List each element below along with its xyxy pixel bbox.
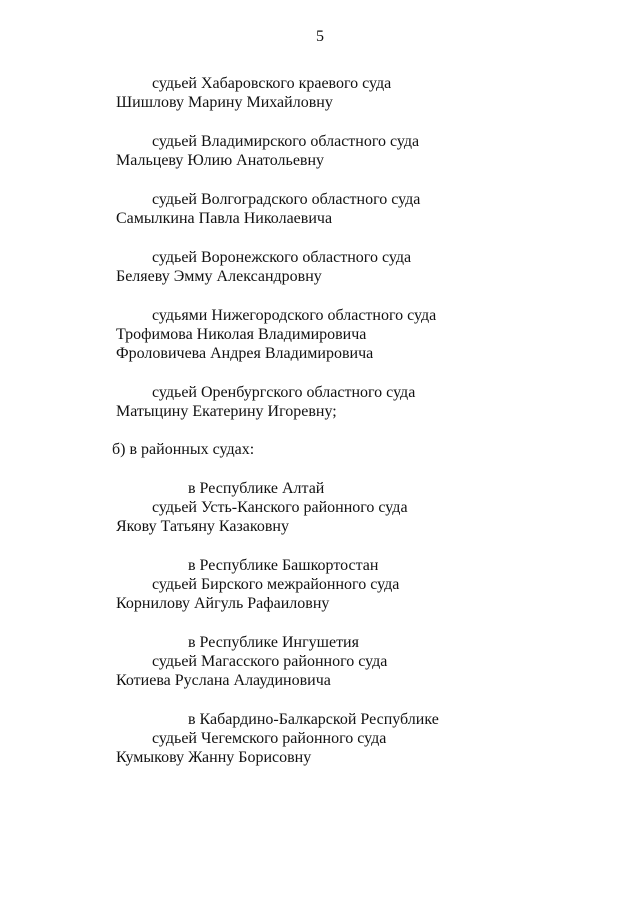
court-line: судьей Воронежского областного суда xyxy=(152,249,412,266)
region-line: в Кабардино-Балкарской Республике xyxy=(188,711,439,728)
judge-name: Самылкина Павла Николаевича xyxy=(116,210,333,227)
judge-name: Мальцеву Юлию Анатольевну xyxy=(116,152,325,169)
court-line: судьей Бирского межрайонного суда xyxy=(152,576,400,593)
court-line: судьей Волгоградского областного суда xyxy=(152,191,421,208)
region-line: в Республике Ингушетия xyxy=(188,634,359,651)
court-line: судьей Усть-Канского районного суда xyxy=(152,499,408,516)
judge-name: Трофимова Николая Владимировича xyxy=(116,326,367,343)
court-line: судьями Нижегородского областного суда xyxy=(152,307,437,324)
judge-name: Матыцину Екатерину Игоревну; xyxy=(116,403,337,420)
judge-name: Беляеву Эмму Александровну xyxy=(116,268,322,285)
judge-name: Корнилову Айгуль Рафаиловну xyxy=(116,595,330,612)
court-line: судьей Хабаровского краевого суда xyxy=(152,75,392,92)
court-line: судьей Владимирского областного суда xyxy=(152,133,420,150)
section-heading: б) в районных судах: xyxy=(112,441,255,458)
region-line: в Республике Алтай xyxy=(188,480,325,497)
court-line: судьей Чегемского районного суда xyxy=(152,730,387,747)
court-line: судьей Магасского районного суда xyxy=(152,653,388,670)
court-line: судьей Оренбургского областного суда xyxy=(152,384,416,401)
judge-name: Шишлову Марину Михайловну xyxy=(116,94,333,111)
page-number: 5 xyxy=(316,28,324,45)
region-line: в Республике Башкортостан xyxy=(188,557,379,574)
judge-name: Фроловичева Андрея Владимировича xyxy=(116,345,374,362)
judge-name: Котиева Руслана Алаудиновича xyxy=(116,672,331,689)
judge-name: Якову Татьяну Казаковну xyxy=(116,518,289,535)
judge-name: Кумыкову Жанну Борисовну xyxy=(116,749,312,766)
